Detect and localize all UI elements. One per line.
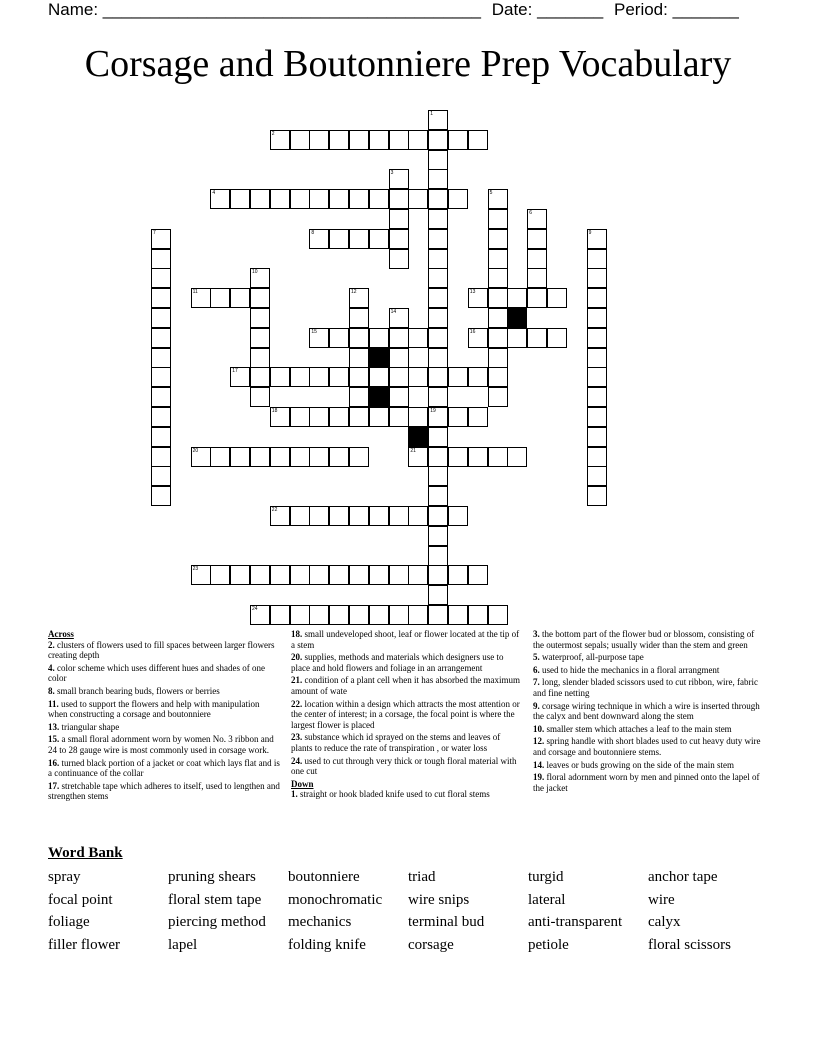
grid-cell[interactable]	[151, 387, 171, 407]
clue-item: 3. the bottom part of the flower bud or blossom, consisting of the outermost sepals; usually wider than the stem and green	[533, 629, 755, 650]
grid-cell[interactable]	[329, 605, 349, 625]
clue-number: 13	[469, 289, 476, 296]
grid-cell[interactable]	[408, 130, 428, 150]
grid-cell[interactable]	[468, 605, 488, 625]
grid-cell[interactable]	[428, 268, 448, 288]
grid-cell[interactable]	[369, 130, 389, 150]
grid-cell[interactable]	[408, 407, 428, 427]
grid-cell[interactable]	[309, 447, 329, 467]
clue-number: 24	[252, 606, 258, 612]
grid-cell[interactable]	[151, 427, 171, 447]
grid-cell[interactable]	[488, 268, 508, 288]
grid-cell[interactable]	[290, 407, 310, 427]
grid-cell[interactable]	[507, 288, 527, 308]
grid-cell[interactable]	[448, 506, 468, 526]
grid-cell[interactable]	[290, 130, 310, 150]
word-bank	[48, 866, 768, 956]
grid-cell[interactable]	[448, 407, 468, 427]
date-field[interactable]: Date: _______	[491, 0, 604, 19]
grid-cell[interactable]	[587, 308, 607, 328]
grid-cell[interactable]	[290, 565, 310, 585]
word-bank-item: focal point	[48, 891, 113, 908]
grid-cell[interactable]	[329, 367, 349, 387]
grid-cell[interactable]	[250, 447, 270, 467]
grid-cell[interactable]	[428, 427, 448, 447]
word-bank-item: pruning shears	[168, 869, 256, 885]
grid-cell[interactable]	[309, 407, 329, 427]
clue-item: 1. straight or hook bladed knife used to cut floral stems	[291, 789, 490, 800]
grid-cell[interactable]	[428, 288, 448, 308]
grid-cell[interactable]	[468, 447, 488, 467]
grid-cell[interactable]	[329, 229, 349, 249]
clue-item: 4. color scheme which uses different hues and shades of one color	[48, 662, 266, 684]
across-heading: Across	[48, 629, 74, 639]
grid-cell[interactable]	[329, 447, 349, 467]
grid-cell[interactable]	[369, 565, 389, 585]
grid-cell[interactable]	[587, 486, 607, 506]
clue-item: 15. a small floral adornment worn by women No. 3 ribbon and 24 to 28 gauge wire is most commonly used in corsage work.	[48, 734, 274, 755]
grid-cell[interactable]	[309, 189, 329, 209]
grid-cell[interactable]	[250, 348, 270, 368]
grid-cell[interactable]	[349, 447, 369, 467]
grid-cell[interactable]	[428, 249, 448, 269]
grid-cell[interactable]	[547, 328, 567, 348]
grid-cell[interactable]	[428, 209, 448, 229]
clue-number: 15	[311, 328, 317, 335]
word-bank-item: lapel	[168, 936, 198, 953]
grid-cell[interactable]	[329, 189, 349, 209]
grid-cell[interactable]	[210, 447, 230, 467]
grid-cell[interactable]	[290, 506, 310, 526]
grid-cell[interactable]	[488, 308, 508, 328]
clue-item: 21. condition of a plant cell when it has absorbed the maximum amount of wate	[291, 675, 520, 696]
grid-cell[interactable]	[448, 189, 468, 209]
clue-item: 6. used to hide the mechanics in a floral arrangment	[533, 664, 720, 675]
word-bank-item: turgid	[528, 869, 564, 885]
grid-cell[interactable]	[428, 546, 448, 566]
grid-cell[interactable]	[349, 565, 369, 585]
grid-cell[interactable]	[408, 565, 428, 585]
grid-cell[interactable]	[428, 308, 448, 328]
grid-cell[interactable]	[428, 189, 448, 209]
grid-cell[interactable]	[349, 189, 369, 209]
grid-cell[interactable]	[428, 387, 448, 407]
grid-cell[interactable]	[151, 367, 171, 387]
grid-cell[interactable]	[428, 150, 448, 170]
grid-cell[interactable]	[151, 447, 171, 467]
grid-cell[interactable]	[309, 130, 329, 150]
grid-cell[interactable]	[329, 328, 349, 348]
clue-number: 2	[271, 130, 275, 137]
grid-cell[interactable]	[448, 130, 468, 150]
clue-item: 2. clusters of flowers used to fill spaces between larger flowers creating depth	[48, 639, 275, 661]
grid-cell[interactable]	[468, 565, 488, 585]
word-bank-item: anchor tape	[648, 869, 718, 885]
grid-cell[interactable]	[587, 328, 607, 348]
grid-cell[interactable]	[428, 466, 448, 486]
grid-cell[interactable]	[587, 387, 607, 407]
word-bank-item: foliage	[48, 914, 90, 931]
grid-cell[interactable]	[468, 407, 488, 427]
grid-cell[interactable]	[290, 605, 310, 625]
clue-item: 8. small branch bearing buds, flowers or berries	[48, 685, 220, 696]
clue-number: 3	[390, 170, 394, 177]
grid-cell[interactable]	[250, 387, 270, 407]
word-bank-item: spray	[48, 869, 81, 885]
grid-cell[interactable]	[428, 585, 448, 605]
word-bank-item: lateral	[528, 891, 566, 908]
word-bank-item: wire	[648, 891, 675, 908]
word-bank-item: filler flower	[48, 936, 121, 953]
grid-cell[interactable]	[448, 565, 468, 585]
grid-cell[interactable]	[448, 367, 468, 387]
clue-number: 5	[489, 190, 493, 197]
clue-number: 23	[192, 566, 199, 573]
grid-cell[interactable]	[369, 328, 389, 348]
grid-cell[interactable]	[488, 387, 508, 407]
clue-number: 4	[212, 190, 216, 197]
clue-item: 13. triangular shape	[48, 721, 120, 732]
clue-item: 24. used to cut through very thick or tough floral material with one cut	[291, 755, 517, 777]
clue-number: 20	[192, 447, 199, 454]
clue-number: 22	[271, 507, 278, 513]
grid-cell[interactable]	[408, 506, 428, 526]
grid-cell[interactable]	[488, 447, 508, 467]
word-bank-item: triad	[408, 869, 436, 885]
grid-cell[interactable]	[428, 169, 448, 189]
clue-item: 10. smaller stem which attaches a leaf to the main stem	[533, 723, 732, 734]
grid-cell[interactable]	[230, 565, 250, 585]
blocked-cell	[507, 308, 527, 328]
clue-item: 20. supplies, methods and materials which designers use to place and hold flowers and foliage in an arrangement	[291, 652, 504, 673]
grid-cell[interactable]	[270, 605, 290, 625]
grid-cell[interactable]	[151, 268, 171, 288]
page-title: Corsage and Boutonniere Prep Vocabulary	[84, 43, 732, 85]
period-field[interactable]: Period: _______	[614, 0, 739, 19]
grid-cell[interactable]	[250, 565, 270, 585]
clue-number: 7	[153, 229, 156, 236]
grid-cell[interactable]	[349, 506, 369, 526]
word-bank-item: wire snips	[408, 891, 470, 908]
clue-number: 18	[271, 408, 278, 414]
grid-cell[interactable]	[488, 328, 508, 348]
grid-cell[interactable]	[349, 387, 369, 407]
grid-cell[interactable]	[547, 288, 567, 308]
grid-cell[interactable]	[587, 268, 607, 288]
grid-cell[interactable]	[389, 387, 409, 407]
grid-cell[interactable]	[151, 288, 171, 308]
grid-cell[interactable]	[329, 407, 349, 427]
grid-cell[interactable]	[270, 189, 290, 209]
word-bank-title: Word Bank	[48, 845, 123, 861]
grid-cell[interactable]	[349, 229, 369, 249]
grid-cell[interactable]	[488, 605, 508, 625]
grid-cell[interactable]	[428, 367, 448, 387]
grid-cell[interactable]	[408, 189, 428, 209]
grid-cell[interactable]	[309, 605, 329, 625]
clue-number: 17	[232, 368, 238, 375]
clues-column-2	[291, 629, 523, 802]
grid-cell[interactable]	[587, 288, 607, 308]
grid-cell[interactable]	[488, 348, 508, 368]
grid-cell[interactable]	[587, 348, 607, 368]
clues-column-1	[48, 629, 280, 804]
grid-cell[interactable]	[468, 130, 488, 150]
grid-cell[interactable]	[329, 130, 349, 150]
word-bank-item: anti-transparent	[528, 914, 623, 931]
grid-cell[interactable]	[329, 565, 349, 585]
grid-cell[interactable]	[408, 367, 428, 387]
clue-number: 14	[390, 309, 397, 315]
word-bank-item: boutonniere	[288, 869, 360, 885]
clue-number: 6	[529, 210, 532, 216]
grid-cell[interactable]	[428, 229, 448, 249]
grid-cell[interactable]	[349, 605, 369, 625]
grid-cell[interactable]	[488, 367, 508, 387]
grid-cell[interactable]	[250, 288, 270, 308]
grid-cell[interactable]	[587, 249, 607, 269]
grid-cell[interactable]	[151, 407, 171, 427]
grid-cell[interactable]	[210, 565, 230, 585]
grid-cell[interactable]	[349, 367, 369, 387]
grid-cell[interactable]	[428, 506, 448, 526]
clue-item: 12. spring handle with short blades used to cut heavy duty wire and corsage and boutonniere stems.	[533, 736, 761, 757]
grid-cell[interactable]	[428, 130, 448, 150]
grid-cell[interactable]	[389, 565, 409, 585]
grid-cell[interactable]	[369, 605, 389, 625]
grid-cell[interactable]	[290, 189, 310, 209]
grid-cell[interactable]	[408, 605, 428, 625]
grid-cell[interactable]	[290, 447, 310, 467]
grid-cell[interactable]	[309, 506, 329, 526]
grid-cell[interactable]	[587, 367, 607, 387]
grid-cell[interactable]	[389, 189, 409, 209]
grid-cell[interactable]	[389, 367, 409, 387]
grid-cell[interactable]	[389, 348, 409, 368]
grid-cell[interactable]	[527, 288, 547, 308]
word-bank-item: floral scissors	[648, 936, 731, 953]
clue-number: 21	[410, 447, 416, 454]
grid-cell[interactable]	[428, 447, 448, 467]
grid-cell[interactable]	[349, 308, 369, 328]
grid-cell[interactable]	[309, 367, 329, 387]
grid-cell[interactable]	[507, 447, 527, 467]
grid-cell[interactable]	[250, 308, 270, 328]
clue-number: 8	[311, 229, 315, 236]
grid-cell[interactable]	[250, 367, 270, 387]
grid-cell[interactable]	[507, 328, 527, 348]
grid-cell[interactable]	[389, 229, 409, 249]
clues-column-3	[533, 629, 767, 795]
grid-cell[interactable]	[151, 348, 171, 368]
clue-item: 11. used to support the flowers and help with manipulation when constructing a corsage and boutonniere	[48, 698, 260, 720]
grid-cell[interactable]	[349, 348, 369, 368]
grid-cell[interactable]	[230, 189, 250, 209]
clue-item: 16. turned black portion of a jacket or coat which lays flat and is a continuance of the collar	[48, 757, 280, 779]
grid-cell[interactable]	[587, 466, 607, 486]
grid-cell[interactable]	[587, 427, 607, 447]
word-bank-item: calyx	[648, 914, 681, 931]
clue-item: 23. substance which id sprayed on the stems and leaves of plants to reduce the rate of transpiration , or water loss	[291, 732, 501, 753]
grid-cell[interactable]	[369, 506, 389, 526]
grid-cell[interactable]	[309, 565, 329, 585]
grid-cell[interactable]	[290, 367, 310, 387]
grid-cell[interactable]	[329, 506, 349, 526]
grid-cell[interactable]	[151, 486, 171, 506]
grid-cell[interactable]	[468, 367, 488, 387]
grid-cell[interactable]	[587, 407, 607, 427]
clue-number: 11	[192, 289, 198, 296]
grid-cell[interactable]	[270, 565, 290, 585]
blocked-cell	[369, 387, 389, 407]
grid-cell[interactable]	[389, 506, 409, 526]
word-bank-item: folding knife	[288, 936, 366, 953]
grid-cell[interactable]	[270, 447, 290, 467]
word-bank-item: monochromatic	[288, 891, 383, 908]
clue-number: 1	[430, 111, 433, 117]
grid-cell[interactable]	[527, 249, 547, 269]
clue-item: 5. waterproof, all-purpose tape	[533, 652, 644, 663]
grid-cell[interactable]	[349, 407, 369, 427]
grid-cell[interactable]	[369, 407, 389, 427]
grid-cell[interactable]	[250, 189, 270, 209]
grid-cell[interactable]	[369, 229, 389, 249]
grid-cell[interactable]	[428, 605, 448, 625]
clue-item: 18. small undeveloped shoot, leaf or flower located at the tip of a stem	[291, 629, 520, 650]
grid-cell[interactable]	[587, 447, 607, 467]
grid-cell[interactable]	[448, 605, 468, 625]
grid-cell[interactable]	[428, 328, 448, 348]
grid-cell[interactable]	[151, 328, 171, 348]
grid-cell[interactable]	[488, 288, 508, 308]
grid-cell[interactable]	[151, 249, 171, 269]
word-bank-item: mechanics	[288, 914, 352, 931]
grid-cell[interactable]	[250, 328, 270, 348]
grid-cell[interactable]	[488, 249, 508, 269]
down-heading: Down	[291, 778, 314, 789]
clue-item: 7. long, slender bladed scissors used to cut ribbon, wire, fabric and fine netting	[533, 677, 758, 698]
grid-cell[interactable]	[389, 130, 409, 150]
clue-number: 16	[469, 328, 476, 335]
grid-cell[interactable]	[428, 348, 448, 368]
name-field[interactable]: Name: ________________________________________	[48, 0, 481, 19]
clue-item: 17. stretchable tape which adheres to itself, used to lengthen and strengthen stems	[48, 780, 280, 802]
grid-cell[interactable]	[151, 466, 171, 486]
grid-cell[interactable]	[527, 328, 547, 348]
grid-cell[interactable]	[488, 229, 508, 249]
grid-cell[interactable]	[428, 565, 448, 585]
grid-cell[interactable]	[428, 486, 448, 506]
clue-number: 9	[588, 229, 592, 236]
grid-cell[interactable]	[389, 249, 409, 269]
grid-cell[interactable]	[527, 268, 547, 288]
clue-item: 19. floral adornment worn by men and pinned onto the lapel of the jacket	[533, 772, 760, 793]
clue-number: 19	[430, 408, 436, 414]
word-bank-item: petiole	[528, 936, 569, 953]
clue-item: 9. corsage wiring technique in which a wire is inserted through the calyx and bent downward along the stem	[533, 700, 760, 722]
word-bank-item: floral stem tape	[168, 891, 262, 908]
grid-cell[interactable]	[488, 209, 508, 229]
clue-number: 10	[252, 269, 258, 276]
grid-cell[interactable]	[270, 367, 290, 387]
grid-cell[interactable]	[389, 328, 409, 348]
grid-cell[interactable]	[428, 526, 448, 546]
clue-item: 14. leaves or buds growing on the side of the main stem	[533, 759, 734, 770]
grid-cell[interactable]	[230, 288, 250, 308]
grid-cell[interactable]	[349, 328, 369, 348]
word-bank-item: terminal bud	[408, 914, 485, 931]
grid-cell[interactable]	[349, 130, 369, 150]
blocked-cell	[408, 427, 428, 447]
clue-number: 12	[351, 289, 357, 296]
grid-cell[interactable]	[389, 605, 409, 625]
grid-cell[interactable]	[408, 328, 428, 348]
grid-cell[interactable]	[527, 229, 547, 249]
grid-cell[interactable]	[151, 308, 171, 328]
grid-cell[interactable]	[210, 288, 230, 308]
grid-cell[interactable]	[448, 447, 468, 467]
grid-cell[interactable]	[389, 209, 409, 229]
clue-item: 22. location within a design which attracts the most attention or the center of interest; in a corsage, the focal point is where the largest flower is placed	[291, 698, 520, 730]
grid-cell[interactable]	[369, 367, 389, 387]
word-bank-item: piercing method	[168, 914, 266, 931]
grid-cell[interactable]	[389, 407, 409, 427]
blocked-cell	[369, 348, 389, 368]
grid-cell[interactable]	[230, 447, 250, 467]
word-bank-item: corsage	[408, 936, 454, 953]
grid-cell[interactable]	[369, 189, 389, 209]
